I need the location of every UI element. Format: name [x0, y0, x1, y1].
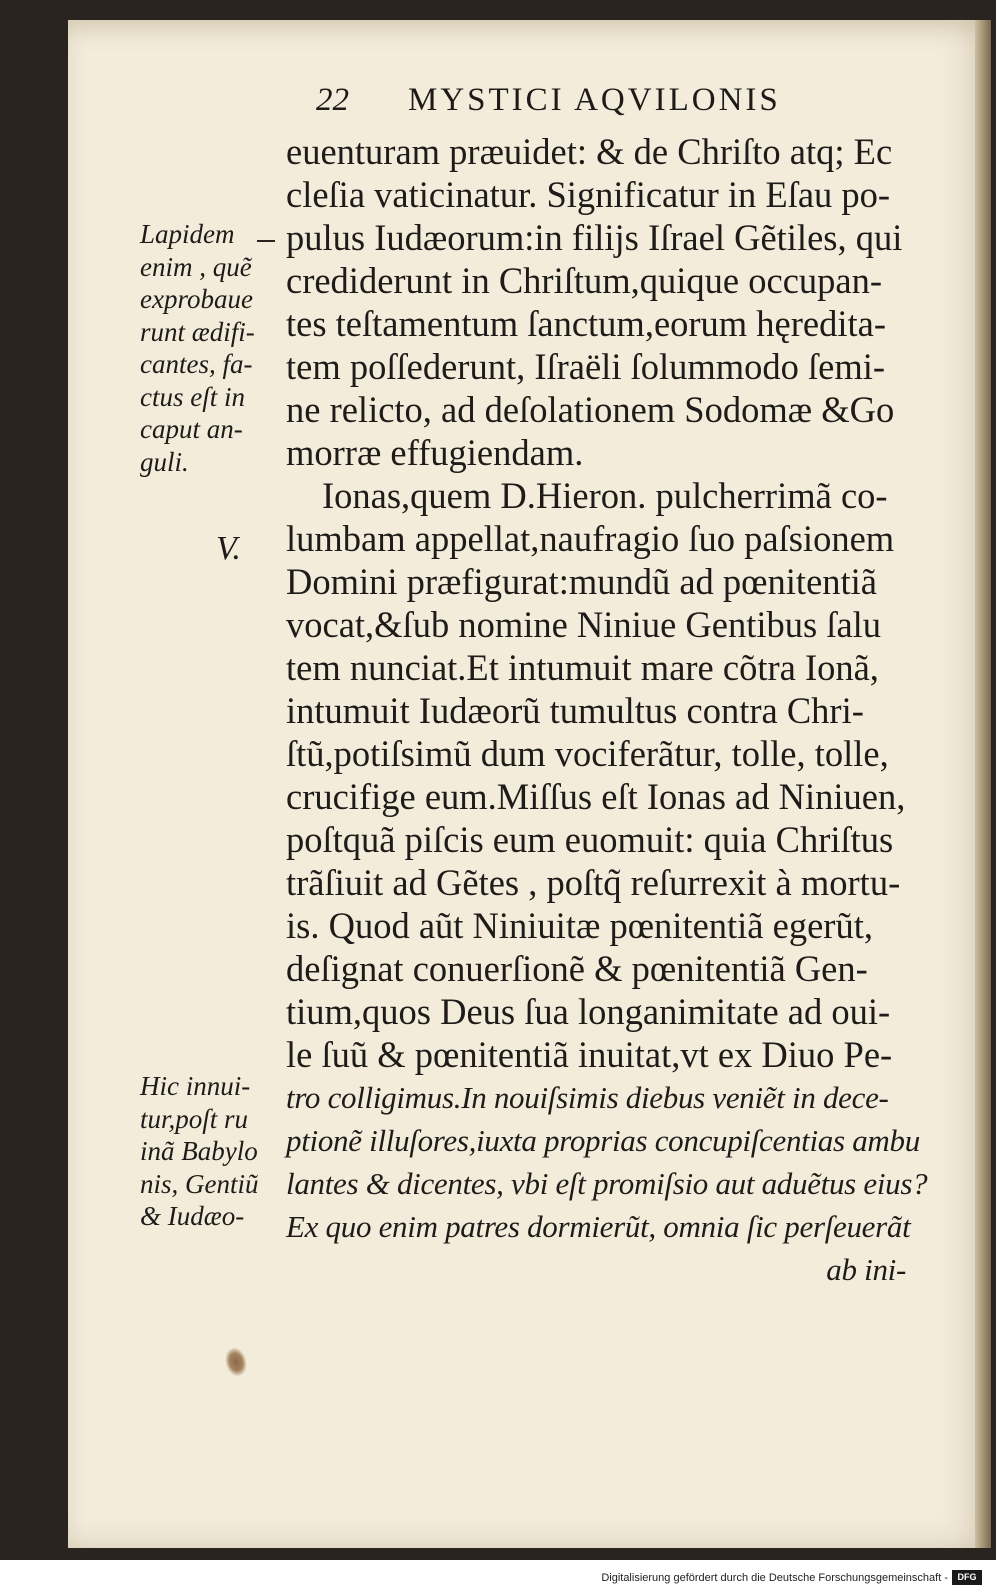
text-line-quote: tro colligimus.In nouiſsimis diebus veniẽt in dece-: [286, 1080, 889, 1115]
margin-section-mark: V.: [216, 530, 241, 567]
margin-line: tur,poſt ru: [140, 1103, 249, 1134]
text-line: tium,quos Deus ſua longanimitate ad oui-: [286, 991, 891, 1032]
footer-credit: Digitalisierung gefördert durch die Deutsche Forschungsgemeinschaft -: [601, 1572, 948, 1584]
text-line-quote: ptionẽ illuſores,iuxta proprias concupiſcentias ambu: [286, 1123, 920, 1158]
margin-line: guli.: [140, 446, 189, 477]
text-line: le ſuũ & pœnitentiã inuitat,vt ex Diuo Pe-: [286, 1034, 893, 1075]
margin-line: enim , quẽ: [140, 251, 252, 282]
text-line: tem poſſederunt, Iſraëli ſolummodo ſemi-: [286, 346, 886, 387]
text-line: crucifige eum.Miſſus eſt Ionas ad Niniuen,: [286, 776, 906, 817]
text-line: vocat,&ſub nomine Niniue Gentibus ſalu: [286, 604, 882, 645]
text-line: ſtũ,potiſsimũ dum vociferãtur, tolle, tolle,: [286, 733, 889, 774]
text-line: ne relicto, ad deſolationem Sodomæ &Go: [286, 389, 895, 430]
margin-line: runt ædifi-: [140, 316, 255, 347]
text-line: pulus Iudæorum:in filijs Iſrael Gẽtiles, qui: [286, 217, 903, 258]
footer-bar: [0, 1560, 1000, 1595]
page-number: 22: [316, 82, 349, 118]
text-line: cleſia vaticinatur. Significatur in Eſau po-: [286, 174, 891, 215]
text-line: Ionas,quem D.Hieron. pulcherrimã co-: [322, 475, 888, 516]
text-line: lumbam appellat,naufragio ſuo paſsionem: [286, 518, 895, 559]
text-line: poſtquã piſcis eum euomuit: quia Chriſtus: [286, 819, 894, 860]
text-line: euenturam præuidet: & de Chriſto atq; Ec: [286, 131, 893, 172]
main-text-block: [286, 130, 926, 1291]
text-line: morræ effugiendam.: [286, 432, 584, 473]
text-line-quote: lantes & dicentes, vbi eſt promiſsio aut aduẽtus eius?: [286, 1166, 928, 1201]
margin-line: ctus eſt in: [140, 381, 245, 412]
text-line: Domini præfigurat:mundũ ad pœnitentiã: [286, 561, 878, 602]
dfg-logo: DFG: [952, 1570, 982, 1585]
margin-line: exprobaue: [140, 284, 253, 314]
text-line: intumuit Iudæorũ tumultus contra Chri-: [286, 690, 864, 731]
text-line: crediderunt in Chriſtum,quique occupan-: [286, 260, 882, 301]
margin-line: Hic innui-: [140, 1071, 251, 1101]
text-line: tes teſtamentum ſanctum,eorum hęredita-: [286, 303, 887, 344]
page-header: [316, 82, 836, 122]
text-line: trãſiuit ad Gẽtes , poſtq̃ reſurrexit à mortu-: [286, 862, 901, 903]
running-title: MYSTICI AQVILONIS: [408, 82, 781, 118]
margin-note-lapidem: [140, 218, 280, 478]
margin-line: cantes, fa-: [140, 349, 253, 379]
text-line: is. Quod aũt Niniuitæ pœnitentiã egerũt,: [286, 905, 873, 946]
margin-note-hic: [140, 1070, 280, 1233]
page-edge: [975, 20, 991, 1548]
text-line-quote: Ex quo enim patres dormierũt, omnia ſic perſeuerãt: [286, 1209, 911, 1244]
text-line: tem nunciat.Et intumuit mare cõtra Ionã,: [286, 647, 879, 688]
margin-line: caput an-: [140, 414, 243, 444]
text-line: deſignat conuerſionẽ & pœnitentiã Gen-: [286, 948, 868, 989]
margin-line: nis, Gentiũ: [140, 1168, 259, 1199]
margin-line: Lapidem: [140, 219, 235, 249]
catchword: ab ini-: [826, 1252, 906, 1287]
margin-line: inã Babylo: [140, 1136, 258, 1166]
margin-line: & Iudæo-: [140, 1201, 245, 1231]
